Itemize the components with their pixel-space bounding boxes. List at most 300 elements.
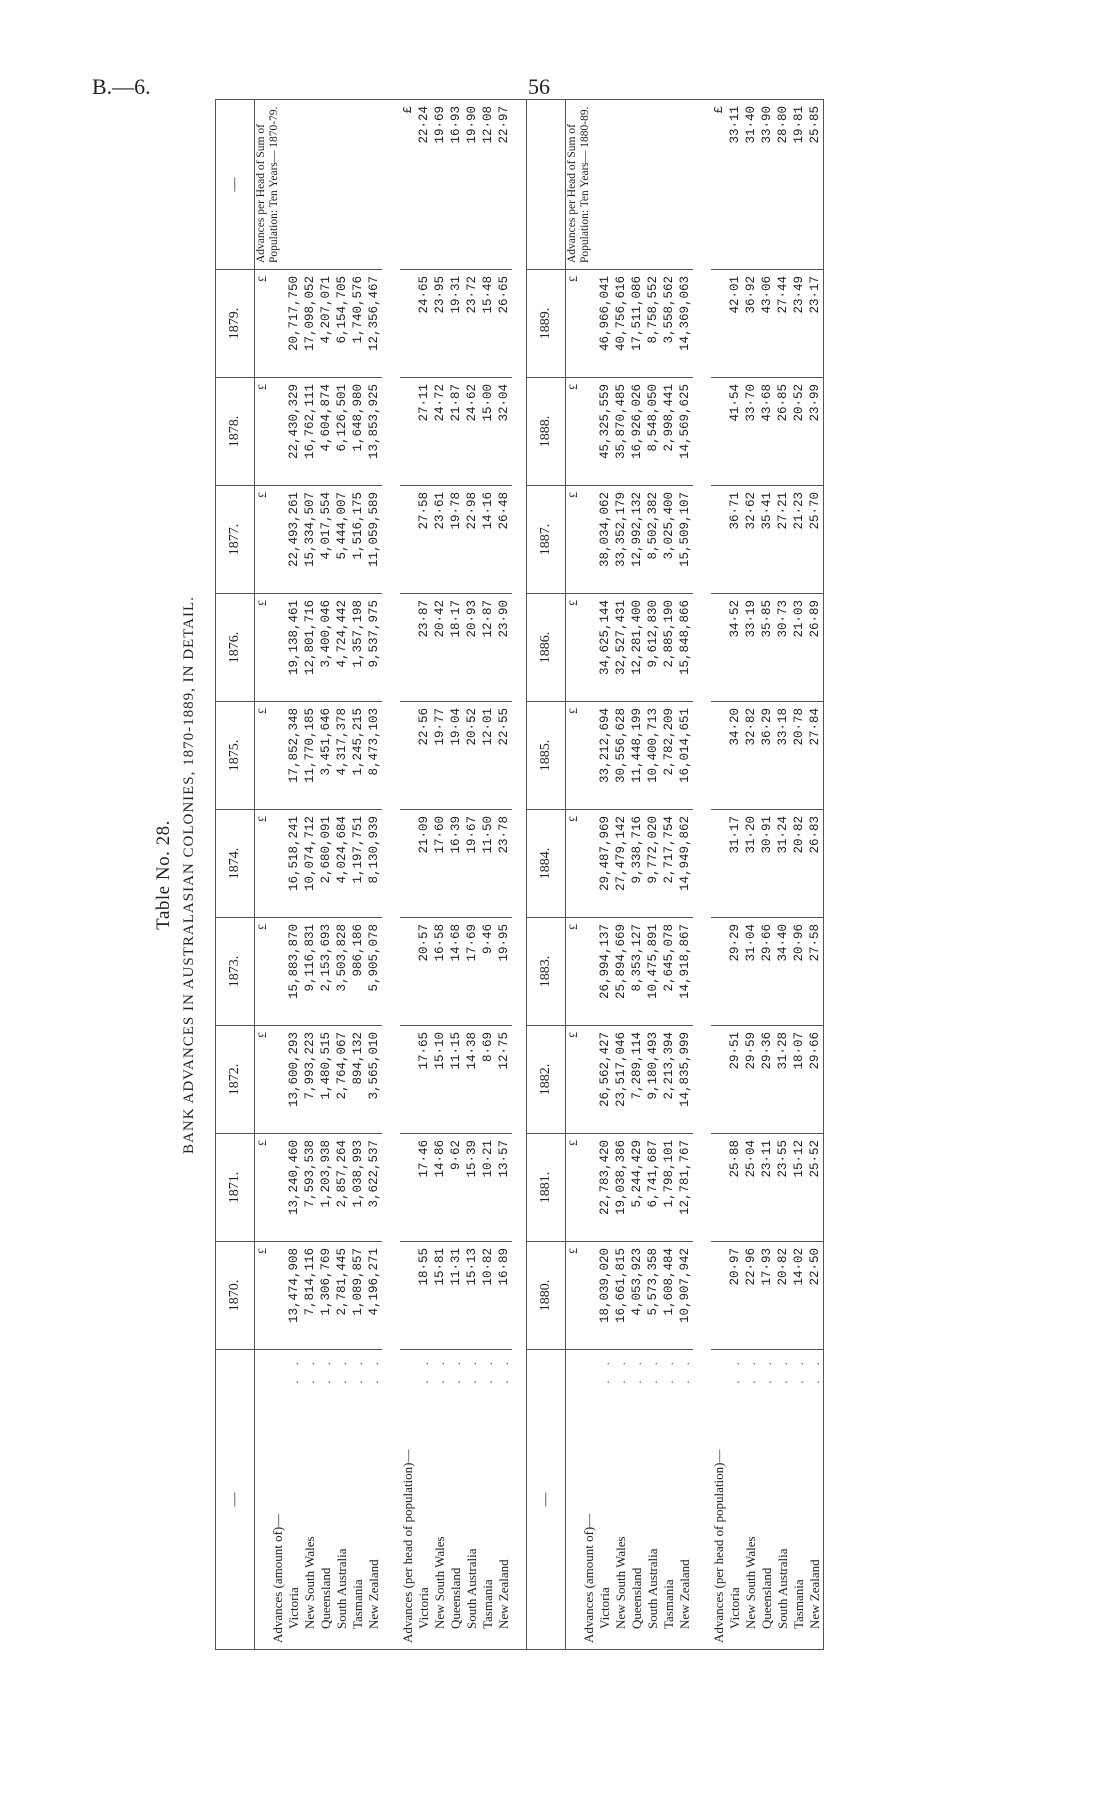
per-head-value: 22·56 (417, 708, 431, 746)
spacer (270, 924, 286, 1019)
amount-value: 15,883,870 (287, 924, 301, 1000)
per-head-value: 9·46 (481, 924, 495, 955)
per-head-value: 20·52 (465, 708, 479, 746)
colony-label (629, 1356, 645, 1643)
colony-label (613, 1356, 629, 1643)
spacer (711, 1140, 727, 1235)
colony-name: Queensland (629, 1567, 644, 1629)
document-reference: B.—6. (92, 74, 151, 99)
amount-column (270, 270, 382, 378)
amount-value: 1,038,993 (351, 1140, 365, 1208)
per-head-value: 30·91 (760, 816, 774, 854)
per-head-column (400, 1026, 512, 1134)
summary-label-cell: Advances per Head of Sum of Population: Ten Years— 1870-79. (255, 100, 383, 270)
per-head-value: 21·23 (792, 492, 806, 530)
amount-value: 2,717,754 (662, 816, 676, 884)
spacer (270, 1140, 286, 1235)
per-head-value: 18·55 (417, 1248, 431, 1286)
currency-symbol: £ (566, 486, 582, 594)
amount-value: 4,024,684 (335, 816, 349, 884)
per-head-value: 23·99 (808, 384, 822, 422)
per-head-value: 36·71 (728, 492, 742, 530)
year-header: 1888. (527, 378, 566, 486)
amount-value: 4,604,874 (319, 384, 333, 452)
per-head-value: 12·75 (497, 1032, 511, 1070)
per-head-value: 20·57 (417, 924, 431, 962)
amount-value: 22,430,329 (287, 384, 301, 460)
spacer (400, 384, 416, 479)
currency-symbol: £ (566, 1026, 582, 1134)
per-head-value: 29·66 (760, 924, 774, 962)
year-header: 1886. (527, 594, 566, 702)
per-head-value: 41·54 (728, 384, 742, 422)
colony-label (448, 1356, 464, 1643)
per-head-value: 27·84 (808, 708, 822, 746)
amount-value: 19,138,461 (287, 600, 301, 676)
leader-dots: . . (496, 1356, 511, 1384)
amount-value: 1,245,215 (351, 708, 365, 776)
spacer (400, 1248, 416, 1343)
per-head-value: 8·69 (481, 1032, 495, 1063)
per-head-value: 22·98 (465, 492, 479, 530)
per-head-column (711, 486, 824, 594)
amount-value: 12,781,767 (678, 1140, 692, 1216)
colony-name: South Australia (645, 1548, 660, 1629)
per-head-value: 43·68 (760, 384, 774, 422)
per-head-value: 35·41 (760, 492, 774, 530)
per-head-value: 20·52 (792, 384, 806, 422)
amount-column (581, 810, 693, 918)
spacer (581, 492, 597, 587)
leader-dots: . . (661, 1356, 676, 1384)
colony-name: New Zealand (807, 1559, 822, 1629)
amount-value: 3,565,010 (367, 1032, 381, 1100)
amount-column (270, 486, 382, 594)
per-head-value: 16·89 (497, 1248, 511, 1286)
amount-value: 16,661,815 (614, 1248, 628, 1324)
per-head-value: 13·57 (497, 1140, 511, 1178)
year-header: 1880. (527, 1242, 566, 1350)
per-head-value: 17·93 (760, 1248, 774, 1286)
amount-value: 5,905,078 (367, 924, 381, 992)
year-header: 1877. (216, 486, 255, 594)
year-header: 1889. (527, 270, 566, 378)
amounts-row (581, 100, 693, 1650)
year-header: 1879. (216, 270, 255, 378)
amount-value: 22,783,420 (598, 1140, 612, 1216)
currency-symbol: £ (255, 1134, 271, 1242)
colony-name: New South Wales (613, 1536, 628, 1629)
year-header: 1876. (216, 594, 255, 702)
amount-value: 1,203,938 (319, 1140, 333, 1208)
per-head-value: 19·31 (449, 276, 463, 314)
amount-value: 16,762,111 (303, 384, 317, 460)
per-head-value: 31·28 (776, 1032, 790, 1070)
per-head-value: 26·48 (497, 492, 511, 530)
per-head-value: 23·61 (433, 492, 447, 530)
amount-value: 3,622,537 (367, 1140, 381, 1208)
amount-value: 7,993,223 (303, 1032, 317, 1100)
amount-value: 15,848,866 (678, 600, 692, 676)
amount-value: 29,487,969 (598, 816, 612, 892)
per-head-value: 29·29 (728, 924, 742, 962)
per-head-value: 21·09 (417, 816, 431, 854)
amount-value: 5,573,358 (646, 1248, 660, 1316)
spacer (711, 924, 727, 1019)
amount-value: 5,244,429 (630, 1140, 644, 1208)
colony-label (350, 1356, 366, 1643)
bank-advances-table (215, 99, 824, 1650)
per-head-value: 15·12 (792, 1140, 806, 1178)
per-head-column (400, 1134, 512, 1242)
per-head-value: 23·90 (497, 600, 511, 638)
amount-value: 10,907,942 (678, 1248, 692, 1324)
summary-column (400, 100, 512, 270)
year-header: 1882. (527, 1026, 566, 1134)
amount-value: 38,034,062 (598, 492, 612, 568)
per-head-column (400, 1242, 512, 1350)
header-blank-cell (527, 100, 566, 270)
colony-label (677, 1356, 693, 1643)
per-head-value: 11·31 (449, 1248, 463, 1286)
per-head-value: 19·95 (497, 924, 511, 962)
amount-column (581, 1134, 693, 1242)
per-head-value: 35·85 (760, 600, 774, 638)
table-subtitle: BANK ADVANCES IN AUSTRALASIAN COLONIES, 1870-1889, IN DETAIL. (181, 596, 197, 1154)
currency-symbol: £ (255, 378, 271, 486)
per-head-value: 16·58 (433, 924, 447, 962)
leader-dots: . . (448, 1356, 463, 1384)
year-header: 1878. (216, 378, 255, 486)
per-head-value: 31·17 (728, 816, 742, 854)
spacer (581, 1248, 597, 1343)
leader-dots: . . (727, 1356, 742, 1384)
amount-value: 9,338,716 (630, 816, 644, 884)
summary-value: 12·08 (481, 106, 495, 144)
per-head-value: 27·58 (808, 924, 822, 962)
colony-label (727, 1356, 743, 1643)
per-head-value: 29·51 (728, 1032, 742, 1070)
per-head-value: 25·70 (808, 492, 822, 530)
per-head-label-cell (711, 1350, 824, 1650)
amount-value: 6,126,501 (335, 384, 349, 452)
amount-value: 4,207,071 (319, 276, 333, 344)
amount-column (581, 1026, 693, 1134)
per-head-column (400, 702, 512, 810)
amount-value: 27,479,142 (614, 816, 628, 892)
leader-dots: . . (807, 1356, 822, 1384)
amount-value: 40,756,616 (614, 276, 628, 352)
amount-value: 14,835,999 (678, 1032, 692, 1108)
amount-value: 894,132 (351, 1032, 365, 1085)
per-head-value: 31·20 (744, 816, 758, 854)
summary-value: 19·90 (465, 106, 479, 144)
amount-value: 16,518,241 (287, 816, 301, 892)
currency-symbol: £ (255, 270, 271, 378)
per-head-column (400, 486, 512, 594)
leader-dots: . . (350, 1356, 365, 1384)
per-head-column (400, 594, 512, 702)
spacer (400, 600, 416, 695)
colony-label (807, 1356, 823, 1643)
page-number: 56 (528, 74, 550, 99)
amount-value: 2,857,264 (335, 1140, 349, 1208)
amount-value: 13,600,293 (287, 1032, 301, 1108)
spacer (581, 384, 597, 479)
amount-column (270, 1026, 382, 1134)
amount-value: 1,648,980 (351, 384, 365, 452)
colony-name: South Australia (334, 1548, 349, 1629)
per-head-value: 29·66 (808, 1032, 822, 1070)
spacer (270, 384, 286, 479)
spacer (581, 1140, 597, 1235)
section-gap-row (512, 100, 527, 1650)
leader-dots: . . (334, 1356, 349, 1384)
amount-value: 5,444,007 (335, 492, 349, 560)
amount-value: 13,240,460 (287, 1140, 301, 1216)
amount-value: 1,089,857 (351, 1248, 365, 1316)
amount-value: 17,852,348 (287, 708, 301, 784)
per-head-column (711, 810, 824, 918)
per-head-value: 21·03 (792, 600, 806, 638)
amount-value: 25,894,669 (614, 924, 628, 1000)
currency-symbol: £ (255, 594, 271, 702)
per-head-value: 36·92 (744, 276, 758, 314)
blank-cell (566, 1350, 582, 1650)
per-head-value: 31·24 (776, 816, 790, 854)
year-header: 1872. (216, 1026, 255, 1134)
per-head-value: 20·42 (433, 600, 447, 638)
amount-value: 1,197,751 (351, 816, 365, 884)
leader-dots: . . (286, 1356, 301, 1384)
amount-value: 17,098,052 (303, 276, 317, 352)
amount-value: 8,473,103 (367, 708, 381, 776)
amount-value: 9,180,493 (646, 1032, 660, 1100)
year-header: 1885. (527, 702, 566, 810)
per-head-value: 23·55 (776, 1140, 790, 1178)
amount-column (270, 810, 382, 918)
amount-column (581, 918, 693, 1026)
per-head-column (711, 1026, 824, 1134)
colony-name: Victoria (416, 1587, 431, 1629)
amount-value: 33,212,694 (598, 708, 612, 784)
amount-column (270, 918, 382, 1026)
section-header-row (216, 100, 255, 1650)
per-head-value: 25·04 (744, 1140, 758, 1178)
colony-label (759, 1356, 775, 1643)
per-head-value: 26·65 (497, 276, 511, 314)
summary-currency: £ (712, 106, 726, 114)
amount-value: 2,998,441 (662, 384, 676, 452)
amount-value: 9,537,975 (367, 600, 381, 668)
section-header-row (527, 100, 566, 1650)
leader-dots: . . (677, 1356, 692, 1384)
currency-symbol: £ (566, 702, 582, 810)
per-head-value: 27·21 (776, 492, 790, 530)
amount-value: 2,680,091 (319, 816, 333, 884)
per-head-value: 34·52 (728, 600, 742, 638)
amount-value: 4,724,442 (335, 600, 349, 668)
amount-column (270, 702, 382, 810)
per-head-label-cell (400, 1350, 512, 1650)
spacer (711, 1032, 727, 1127)
amount-value: 9,772,020 (646, 816, 660, 884)
amount-value: 13,853,925 (367, 384, 381, 460)
currency-symbol: £ (566, 378, 582, 486)
amount-value: 986,186 (351, 924, 365, 977)
summary-value: 22·97 (497, 106, 511, 144)
table-title: Table No. 28. (153, 820, 174, 930)
colony-name: Tasmania (480, 1579, 495, 1629)
per-head-value: 26·89 (808, 600, 822, 638)
amount-value: 9,612,830 (646, 600, 660, 668)
per-head-value: 17·65 (417, 1032, 431, 1070)
per-head-value: 15·00 (481, 384, 495, 422)
per-head-value: 22·50 (808, 1248, 822, 1286)
per-head-value: 33·18 (776, 708, 790, 746)
amount-value: 35,870,485 (614, 384, 628, 460)
per-head-heading: Advances (per head of population)— (400, 1449, 415, 1643)
amounts-label-cell (270, 1350, 382, 1650)
amount-value: 45,325,559 (598, 384, 612, 460)
per-head-value: 32·04 (497, 384, 511, 422)
amount-value: 12,801,716 (303, 600, 317, 676)
per-head-value: 12·87 (481, 600, 495, 638)
per-head-value: 23·11 (760, 1140, 774, 1178)
amount-value: 1,740,576 (351, 276, 365, 344)
amount-value: 9,116,831 (303, 924, 317, 992)
year-header: 1884. (527, 810, 566, 918)
summary-value: 25·85 (808, 106, 822, 144)
amount-value: 2,213,394 (662, 1032, 676, 1100)
amount-value: 23,517,046 (614, 1032, 628, 1108)
per-head-value: 24·62 (465, 384, 479, 422)
per-head-value: 10·82 (481, 1248, 495, 1286)
colony-name: New South Wales (743, 1536, 758, 1629)
per-head-column (711, 378, 824, 486)
per-head-value: 23·72 (465, 276, 479, 314)
summary-currency: £ (401, 106, 415, 114)
colony-label (302, 1356, 318, 1643)
spacer (581, 276, 597, 371)
per-head-value: 23·49 (792, 276, 806, 314)
per-head-value: 36·29 (760, 708, 774, 746)
amount-value: 10,074,712 (303, 816, 317, 892)
gap-row (693, 100, 711, 1650)
spacer (400, 492, 416, 587)
leader-dots: . . (743, 1356, 758, 1384)
spacer (270, 816, 286, 911)
amount-value: 7,289,114 (630, 1032, 644, 1100)
amount-value: 17,511,086 (630, 276, 644, 352)
spacer (581, 708, 597, 803)
leader-dots: . . (645, 1356, 660, 1384)
leader-dots: . . (366, 1356, 381, 1384)
leader-dots: . . (480, 1356, 495, 1384)
year-header: 1873. (216, 918, 255, 1026)
amount-value: 26,994,137 (598, 924, 612, 1000)
colony-name: New South Wales (302, 1536, 317, 1629)
amount-value: 2,764,067 (335, 1032, 349, 1100)
amount-value: 2,782,209 (662, 708, 676, 776)
amount-value: 2,781,445 (335, 1248, 349, 1316)
per-head-value: 15·39 (465, 1140, 479, 1178)
per-head-value: 15·13 (465, 1248, 479, 1286)
summary-label-cell: Advances per Head of Sum of Population: Ten Years— 1880-89. (566, 100, 694, 270)
amount-value: 1,480,515 (319, 1032, 333, 1100)
currency-symbol: £ (566, 1134, 582, 1242)
amount-value: 2,885,190 (662, 600, 676, 668)
amount-value: 33,352,179 (614, 492, 628, 568)
per-head-row (711, 100, 824, 1650)
leader-dots: . . (416, 1356, 431, 1384)
per-head-column (711, 1134, 824, 1242)
amount-value: 4,017,554 (319, 492, 333, 560)
colony-label (496, 1356, 512, 1643)
per-head-value: 15·10 (433, 1032, 447, 1070)
per-head-value: 27·44 (776, 276, 790, 314)
colony-name: New South Wales (432, 1536, 447, 1629)
colony-name: Victoria (597, 1587, 612, 1629)
per-head-value: 33·70 (744, 384, 758, 422)
leader-dots: . . (432, 1356, 447, 1384)
currency-symbol: £ (255, 1242, 271, 1350)
colony-label (334, 1356, 350, 1643)
per-head-value: 32·82 (744, 708, 758, 746)
amounts-heading: Advances (amount of)— (581, 1513, 596, 1643)
amount-value: 14,949,862 (678, 816, 692, 892)
spacer (270, 492, 286, 587)
amount-value: 11,770,185 (303, 708, 317, 784)
amount-value: 8,502,382 (646, 492, 660, 560)
amount-value: 46,966,041 (598, 276, 612, 352)
amount-value: 4,317,378 (335, 708, 349, 776)
amount-value: 11,448,199 (630, 708, 644, 784)
amount-value: 12,992,132 (630, 492, 644, 568)
currency-symbol: £ (566, 1242, 582, 1350)
leader-dots: . . (613, 1356, 628, 1384)
currency-symbol: £ (566, 810, 582, 918)
per-head-value: 14·02 (792, 1248, 806, 1286)
per-head-value: 18·07 (792, 1032, 806, 1070)
spacer (581, 1032, 597, 1127)
colony-name: Tasmania (661, 1579, 676, 1629)
spacer (270, 276, 286, 371)
per-head-column (711, 702, 824, 810)
gap-row (382, 100, 400, 1650)
year-header: 1881. (527, 1134, 566, 1242)
amount-value: 3,558,562 (662, 276, 676, 344)
per-head-value: 31·04 (744, 924, 758, 962)
spacer (400, 1140, 416, 1235)
summary-value: 28·80 (776, 106, 790, 144)
spacer (711, 708, 727, 803)
colony-name: Tasmania (791, 1579, 806, 1629)
header-dash-cell: — (216, 100, 255, 270)
amount-value: 2,153,693 (319, 924, 333, 992)
amounts-heading: Advances (amount of)— (270, 1513, 285, 1643)
per-head-value: 26·85 (776, 384, 790, 422)
per-head-value: 21·87 (449, 384, 463, 422)
amount-value: 1,798,101 (662, 1140, 676, 1208)
per-head-value: 24·72 (433, 384, 447, 422)
spacer (270, 600, 286, 695)
currency-row (255, 100, 271, 1650)
amount-column (270, 378, 382, 486)
per-head-value: 22·96 (744, 1248, 758, 1286)
colony-label (318, 1356, 334, 1643)
amount-column (581, 270, 693, 378)
